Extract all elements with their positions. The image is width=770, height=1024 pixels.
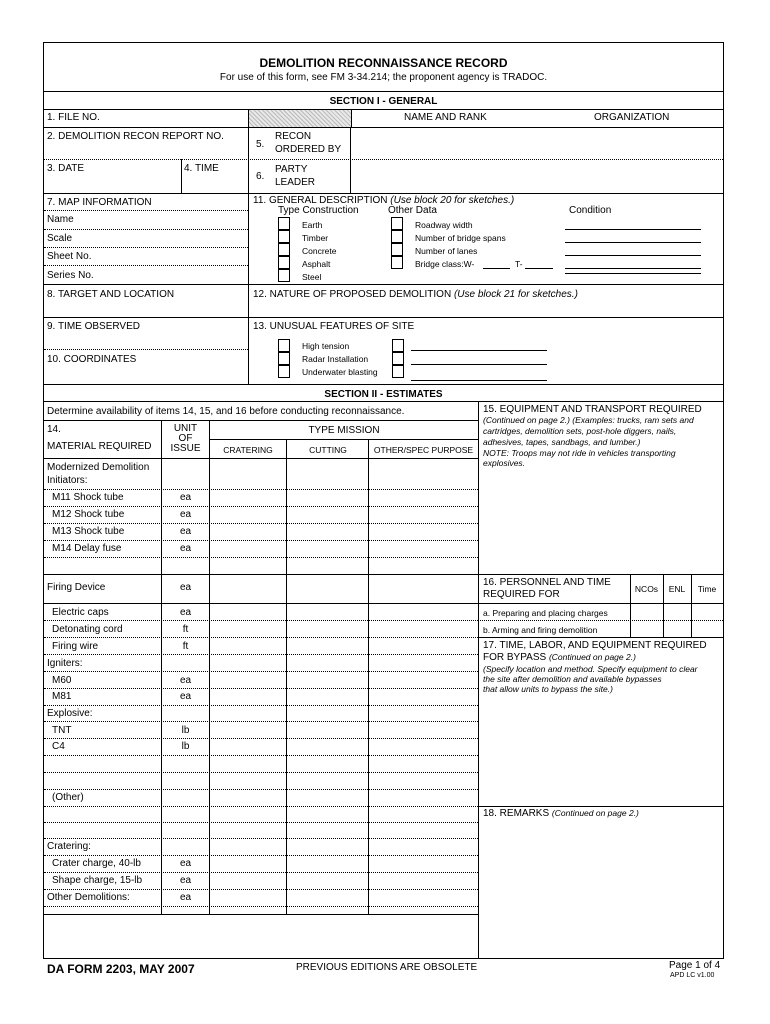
unit-cell: ft [182, 641, 189, 652]
unit-cell: ft [182, 624, 189, 635]
version: APD LC v1.00 [670, 972, 715, 979]
condition-field-1[interactable] [565, 229, 701, 230]
time-label: 4. TIME [184, 163, 219, 174]
unit-cell: ea [179, 892, 192, 903]
condition-label: Condition [569, 205, 612, 216]
unit-cell: ea [179, 509, 192, 520]
date-label: 3. DATE [47, 163, 85, 174]
organization-label: ORGANIZATION [594, 112, 670, 123]
other-bridge-spans: Number of bridge spans [415, 233, 506, 243]
map-sheet-label: Sheet No. [47, 251, 92, 262]
form-title: DEMOLITION RECONNAISSANCE RECORD [259, 56, 508, 70]
file-no-label: 1. FILE NO. [47, 112, 100, 123]
block5-line1: RECON [275, 131, 312, 142]
construction-concrete: Concrete [302, 246, 337, 256]
unit-cell: ea [179, 607, 192, 618]
unit-cell: ea [179, 526, 192, 537]
material-row: M13 Shock tube [52, 526, 125, 537]
other-spec-header: OTHER/SPEC PURPOSE [373, 445, 474, 455]
lanes-checkbox[interactable] [391, 243, 403, 256]
material-row: (Other) [52, 792, 84, 803]
block5-line2: ORDERED BY [275, 144, 342, 155]
material-row: TNT [52, 725, 72, 736]
block15-note-1: (Continued on page 2.) (Examples: trucks, ram sets and [483, 415, 694, 425]
condition-field-3[interactable] [565, 255, 701, 256]
other-feature-field-1[interactable] [411, 350, 547, 351]
high-tension-checkbox[interactable] [278, 339, 290, 352]
ncos-header: NCOs [634, 584, 659, 594]
unit-header: UNIT [173, 423, 198, 434]
unit-cell: ea [179, 492, 192, 503]
block15-note-5: explosives. [483, 458, 526, 468]
map-series-label: Series No. [47, 270, 94, 281]
block17-note-2: the site after demolition and available bypasses [483, 674, 662, 684]
roadway-width-checkbox[interactable] [391, 217, 403, 230]
material-row: M81 [52, 691, 72, 702]
timber-checkbox[interactable] [278, 230, 290, 243]
target-location-label: 8. TARGET AND LOCATION [47, 289, 175, 300]
map-info-label: 7. MAP INFORMATION [47, 197, 152, 208]
steel-checkbox[interactable] [278, 269, 290, 282]
material-row: Igniters: [47, 658, 83, 669]
underwater-checkbox[interactable] [278, 365, 290, 378]
block16-a: a. Preparing and placing charges [483, 608, 608, 618]
file-no-shaded [249, 110, 351, 127]
unit-cell: ea [179, 858, 192, 869]
block12-label: 12. NATURE OF PROPOSED DEMOLITION (Use block 21 for sketches.) [253, 289, 578, 300]
feature-high-tension: High tension [302, 341, 350, 351]
other-feature-checkbox-1[interactable] [392, 339, 404, 352]
block11-label: 11. GENERAL DESCRIPTION (Use block 20 for sketches.) [253, 195, 515, 206]
construction-earth: Earth [302, 220, 323, 230]
material-row: Firing Device [47, 582, 106, 593]
feature-radar: Radar Installation [302, 354, 369, 364]
report-no-label: 2. DEMOLITION RECON REPORT NO. [47, 131, 224, 142]
other-feature-field-2[interactable] [411, 364, 547, 365]
enl-header: ENL [668, 584, 686, 594]
unit-cell: lb [181, 741, 190, 752]
map-scale-label: Scale [47, 233, 73, 244]
other-roadway-width: Roadway width [415, 220, 473, 230]
time-observed-label: 9. TIME OBSERVED [47, 321, 140, 332]
material-row: Electric caps [52, 607, 109, 618]
block6-num: 6. [256, 171, 265, 182]
material-row: M14 Delay fuse [52, 543, 122, 554]
material-row: Shape charge, 15-lb [52, 875, 143, 886]
unusual-features-label: 13. UNUSUAL FEATURES OF SITE [253, 321, 415, 332]
map-name-label: Name [47, 214, 74, 225]
bridge-spans-checkbox[interactable] [391, 230, 403, 243]
material-row: M60 [52, 675, 72, 686]
block18-label: 18. REMARKS (Continued on page 2.) [483, 808, 639, 819]
name-rank-label: NAME AND RANK [404, 112, 487, 123]
other-feature-field-3[interactable] [411, 380, 547, 381]
material-required-header: MATERIAL REQUIRED [47, 441, 152, 452]
unit-cell: lb [181, 725, 190, 736]
section2-heading: SECTION II - ESTIMATES [324, 389, 443, 400]
bridge-class-checkbox[interactable] [391, 256, 403, 269]
type-mission-header: TYPE MISSION [308, 425, 380, 436]
material-row: M11 Shock tube [52, 492, 124, 503]
other-lanes: Number of lanes [415, 246, 478, 256]
concrete-checkbox[interactable] [278, 243, 290, 256]
time-header: Time [697, 584, 717, 594]
issue-header: ISSUE [170, 443, 201, 454]
material-row: Other Demolitions: [47, 892, 130, 903]
unit-cell: ea [179, 543, 192, 554]
condition-field-2[interactable] [565, 242, 701, 243]
asphalt-checkbox[interactable] [278, 256, 290, 269]
section1-heading: SECTION I - GENERAL [329, 96, 438, 107]
block17-field[interactable] [480, 696, 722, 804]
block5-num: 5. [256, 139, 265, 150]
construction-timber: Timber [302, 233, 329, 243]
other-feature-checkbox-2[interactable] [392, 352, 404, 365]
block15-label: 15. EQUIPMENT AND TRANSPORT REQUIRED [483, 404, 702, 415]
material-row: C4 [52, 741, 65, 752]
other-feature-checkbox-3[interactable] [392, 365, 404, 378]
bridge-class-w-field[interactable] [483, 268, 510, 269]
material-row: Detonating cord [52, 624, 123, 635]
unit-cell: ea [179, 875, 192, 886]
block15-field[interactable] [480, 470, 722, 572]
bridge-class-label: Bridge class:W- [415, 259, 475, 269]
form-subtitle: For use of this form, see FM 3-34.214; the proponent agency is TRADOC. [219, 72, 548, 83]
block16-label-1: 16. PERSONNEL AND TIME [483, 577, 611, 588]
other-data-label: Other Data [388, 205, 437, 216]
block18-field[interactable] [480, 822, 722, 956]
radar-checkbox[interactable] [278, 352, 290, 365]
unit-cell: ea [179, 675, 192, 686]
unit-cell: ea [179, 691, 192, 702]
material-row: M12 Shock tube [52, 509, 125, 520]
material-row: Firing wire [52, 641, 99, 652]
block16-b: b. Arming and firing demolition [483, 625, 598, 635]
feature-underwater: Underwater blasting [302, 367, 378, 377]
block15-note-3: adhesives, tapes, sandbags, and lumber.) [483, 437, 641, 447]
block15-note-4: NOTE: Troops may not ride in vehicles transporting [483, 448, 676, 458]
type-construction-label: Type Construction [278, 205, 359, 216]
cutting-header: CUTTING [309, 445, 347, 455]
condition-field-5[interactable] [565, 273, 701, 274]
coordinates-label: 10. COORDINATES [47, 354, 137, 365]
block16-label-2: REQUIRED FOR [483, 589, 560, 600]
page-number: Page 1 of 4 [669, 960, 721, 971]
earth-checkbox[interactable] [278, 217, 290, 230]
material-row: Crater charge, 40-lb [52, 858, 141, 869]
material-row: Cratering: [47, 841, 91, 852]
unit-cell: ea [179, 582, 192, 593]
bridge-class-t-field[interactable] [525, 268, 553, 269]
block6-line1: PARTY [275, 164, 308, 175]
block15-note-2: cartridges, demolition sets, post-hole diggers, nails, [483, 426, 677, 436]
construction-steel: Steel [302, 272, 322, 282]
cratering-header: CRATERING [223, 445, 273, 455]
of-header: OF [178, 433, 193, 444]
material-row: Initiators: [47, 475, 88, 486]
determine-note: Determine availability of items 14, 15, and 16 before conducting reconnaissance. [47, 406, 405, 417]
block17-label-1: 17. TIME, LABOR, AND EQUIPMENT REQUIRED [483, 640, 707, 651]
condition-field-4[interactable] [565, 268, 701, 269]
form-id: DA FORM 2203, MAY 2007 [47, 962, 195, 976]
obsolete-note: PREVIOUS EDITIONS ARE OBSOLETE [296, 962, 478, 973]
block17-note-3: that allow units to bypass the site.) [483, 684, 613, 694]
construction-asphalt: Asphalt [302, 259, 331, 269]
bridge-class-t-label: T- [515, 259, 523, 269]
block14-num: 14. [47, 424, 61, 435]
block17-note-1: (Specify location and method. Specify equipment to clear [483, 664, 698, 674]
material-row: Modernized Demolition [47, 462, 150, 473]
block17-label-2: FOR BYPASS (Continued on page 2.) [483, 652, 636, 663]
material-row: Explosive: [47, 708, 93, 719]
block6-line2: LEADER [275, 177, 316, 188]
